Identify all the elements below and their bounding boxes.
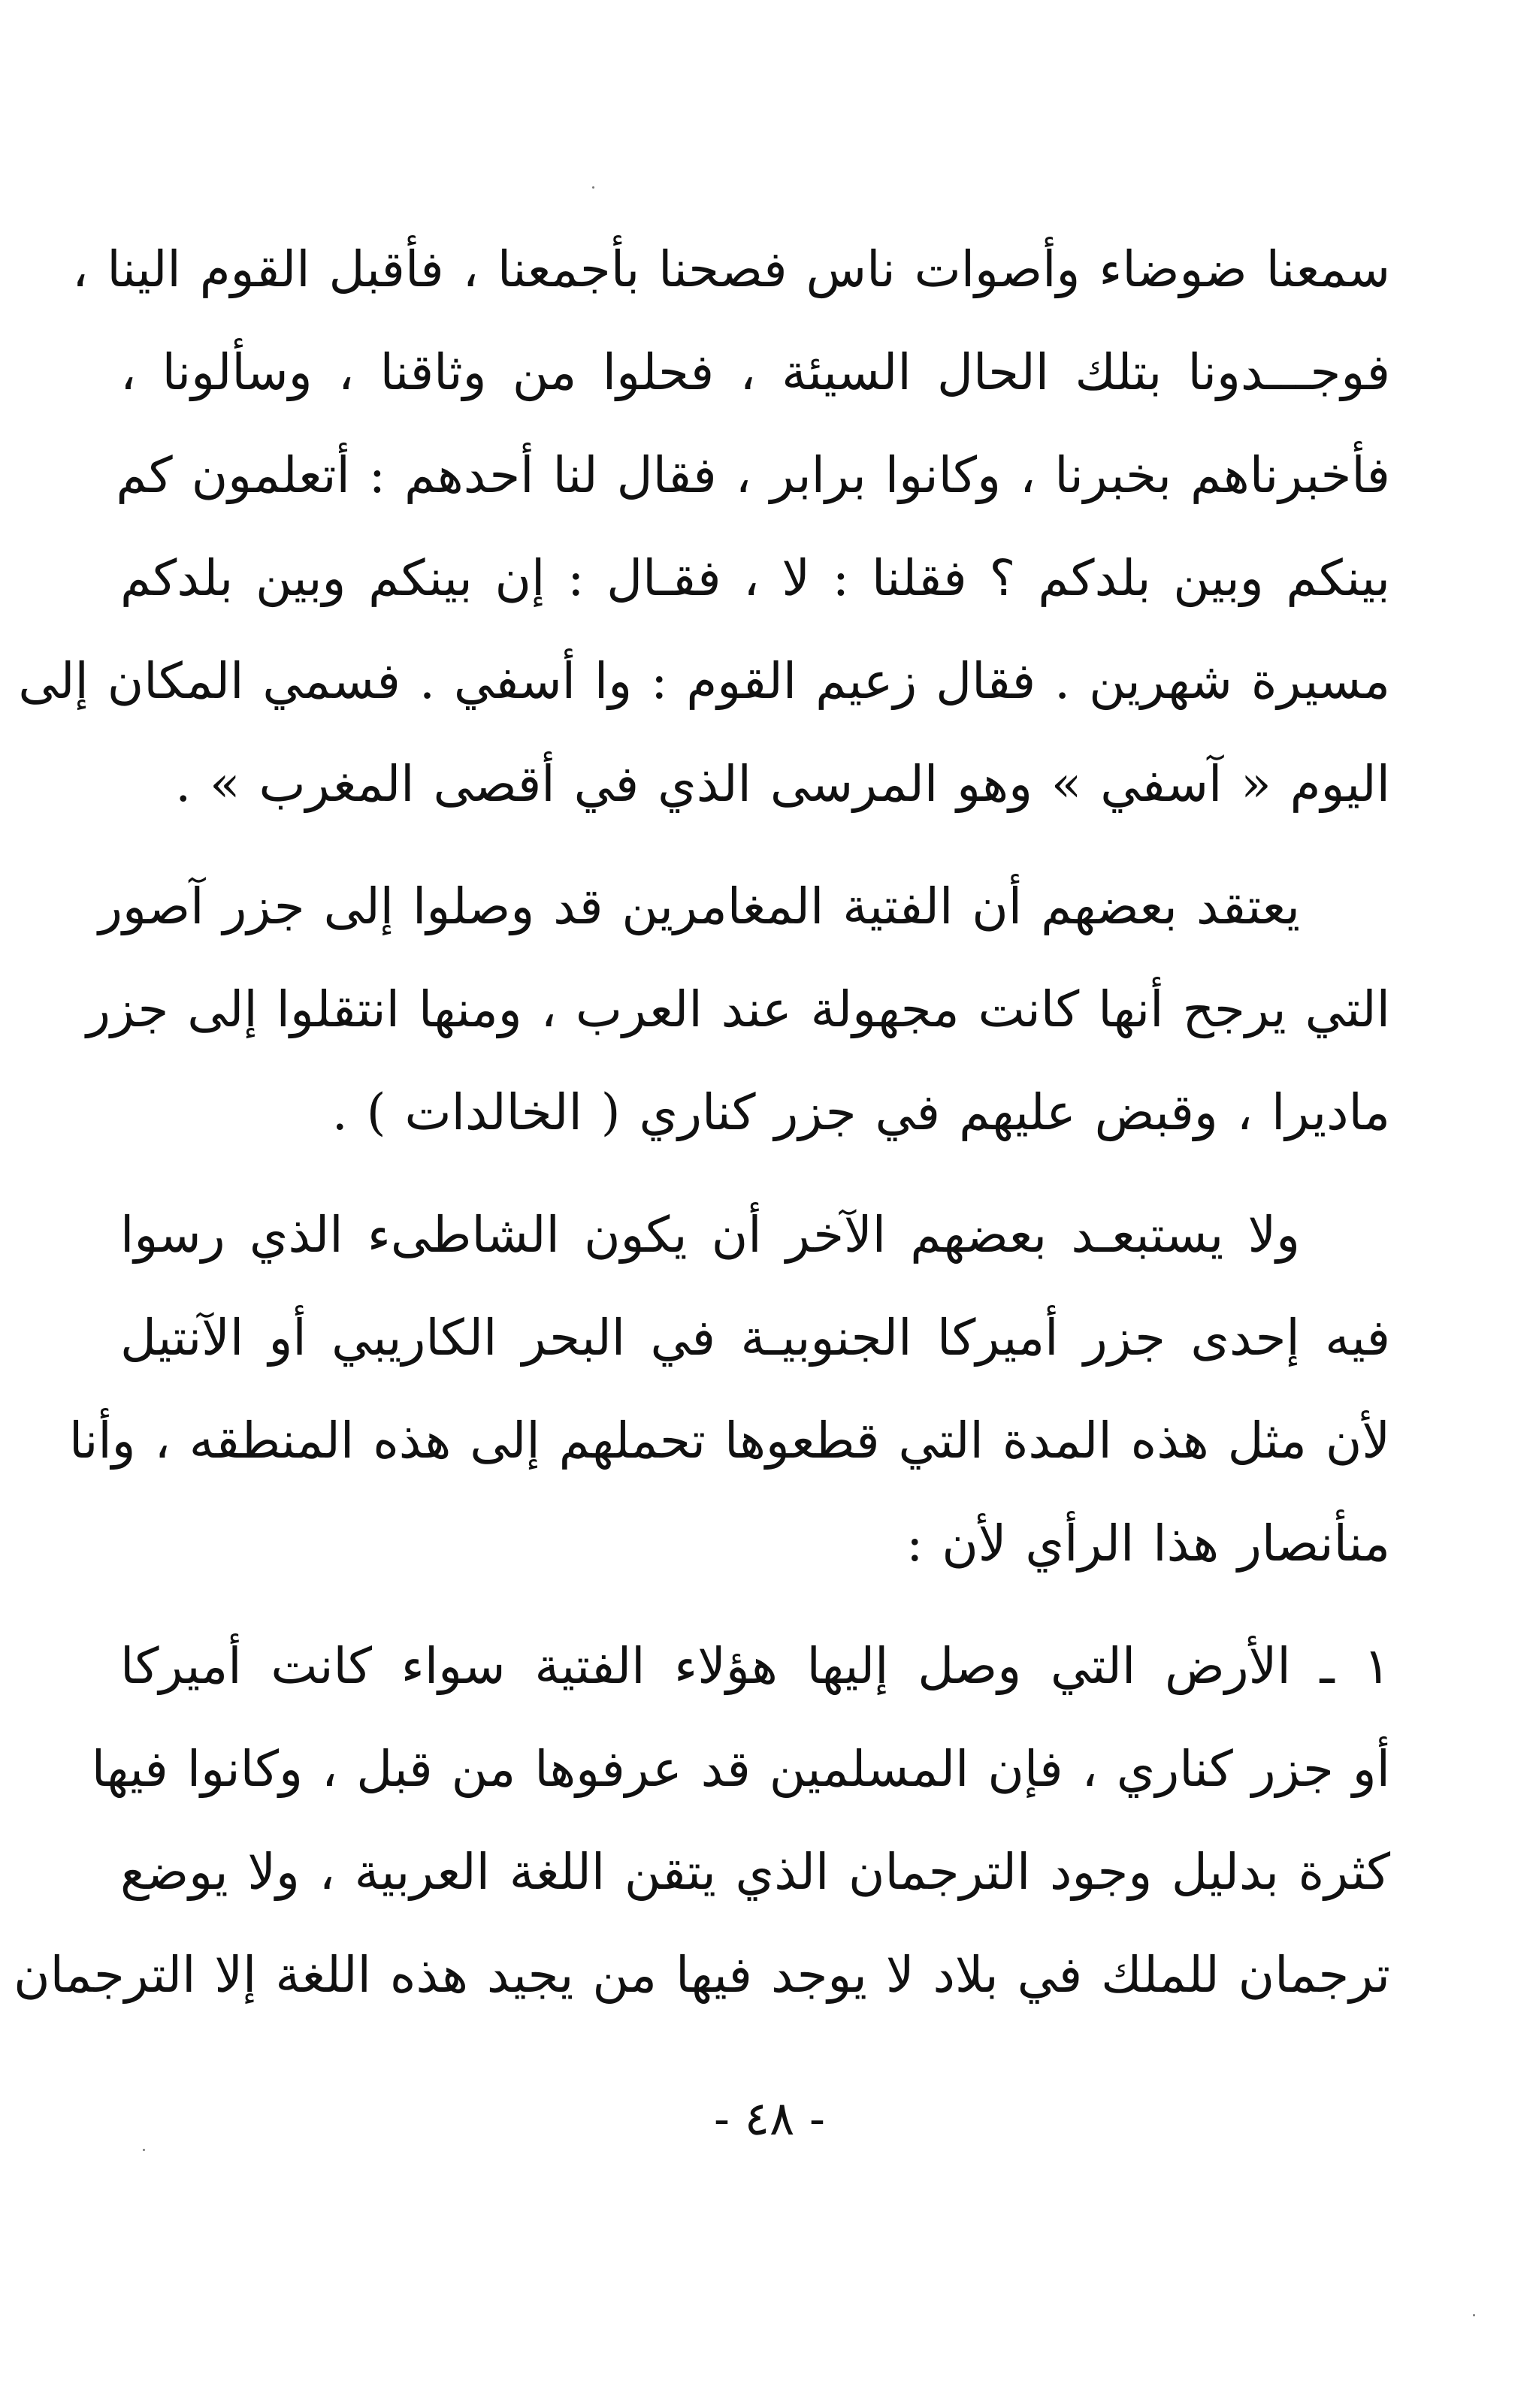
text-line: اليوم « آسفي » وهو المرسى الذي في أقصى المغرب » . bbox=[175, 755, 1390, 813]
text-line: ولا يستبعـد بعضهم الآخر أن يكون الشاطىء الذي رسوا bbox=[120, 1206, 1300, 1264]
text-line: سمعنا ضوضاء وأصوات ناس فصحنا بأجمعنا ، فأقبل القوم الينا ، bbox=[72, 240, 1390, 298]
page-number: - ٤٨ - bbox=[714, 2091, 825, 2146]
text-line: ١ ـ الأرض التي وصل إليها هؤلاء الفتية سواء كانت أميركا bbox=[120, 1637, 1390, 1695]
page-body bbox=[14, 218, 1390, 2026]
text-line: يعتقد بعضهم أن الفتية المغامرين قد وصلوا إلى جزر آصور bbox=[98, 878, 1300, 935]
text-line: كثرة بدليل وجود الترجمان الذي يتقن اللغة العربية ، ولا يوضع bbox=[120, 1843, 1390, 1901]
text-line: فأخبرناهم بخبرنا ، وكانوا برابر ، فقال لنا أحدهم : أتعلمون كم bbox=[116, 446, 1390, 504]
text-line: ترجمان للملك في بلاد لا يوجد فيها من يجيد هذه اللغة إلا الترجمان bbox=[14, 1946, 1390, 2004]
text-line: فوجـــدونا بتلك الحال السيئة ، فحلوا من وثاقنا ، وسألونا ، bbox=[120, 343, 1390, 401]
text-line: التي يرجح أنها كانت مجهولة عند العرب ، ومنها انتقلوا إلى جزر bbox=[86, 980, 1390, 1038]
text-line: مسيرة شهرين . فقال زعيم القوم : وا أسفي . فسمي المكان إلى bbox=[18, 652, 1390, 710]
paragraph-1 bbox=[18, 218, 1390, 835]
paragraph-4 bbox=[14, 1615, 1390, 2026]
scan-speck bbox=[1473, 2314, 1475, 2316]
scan-speck bbox=[143, 2149, 145, 2151]
scan-speck bbox=[592, 186, 594, 189]
text-line: أو جزر كناري ، فإن المسلمين قد عرفوها من قبل ، وكانوا فيها bbox=[91, 1740, 1390, 1798]
paragraph-3 bbox=[68, 1183, 1390, 1595]
text-line: بينكم وبين بلدكم ؟ فقلنا : لا ، فقـال : إن بينكم وبين بلدكم bbox=[120, 549, 1390, 607]
text-line: منأنصار هذا الرأي لأن : bbox=[906, 1515, 1390, 1573]
text-line: فيه إحدى جزر أميركا الجنوبيـة في البحر الكاريبي أو الآنتيل bbox=[120, 1309, 1390, 1367]
text-line: لأن مثل هذه المدة التي قطعوها تحملهم إلى هذه المنطقه ، وأنا bbox=[68, 1412, 1390, 1470]
text-line: ماديرا ، وقبض عليهم في جزر كناري ( الخالدات ) . bbox=[331, 1083, 1390, 1141]
paragraph-2 bbox=[86, 855, 1390, 1164]
